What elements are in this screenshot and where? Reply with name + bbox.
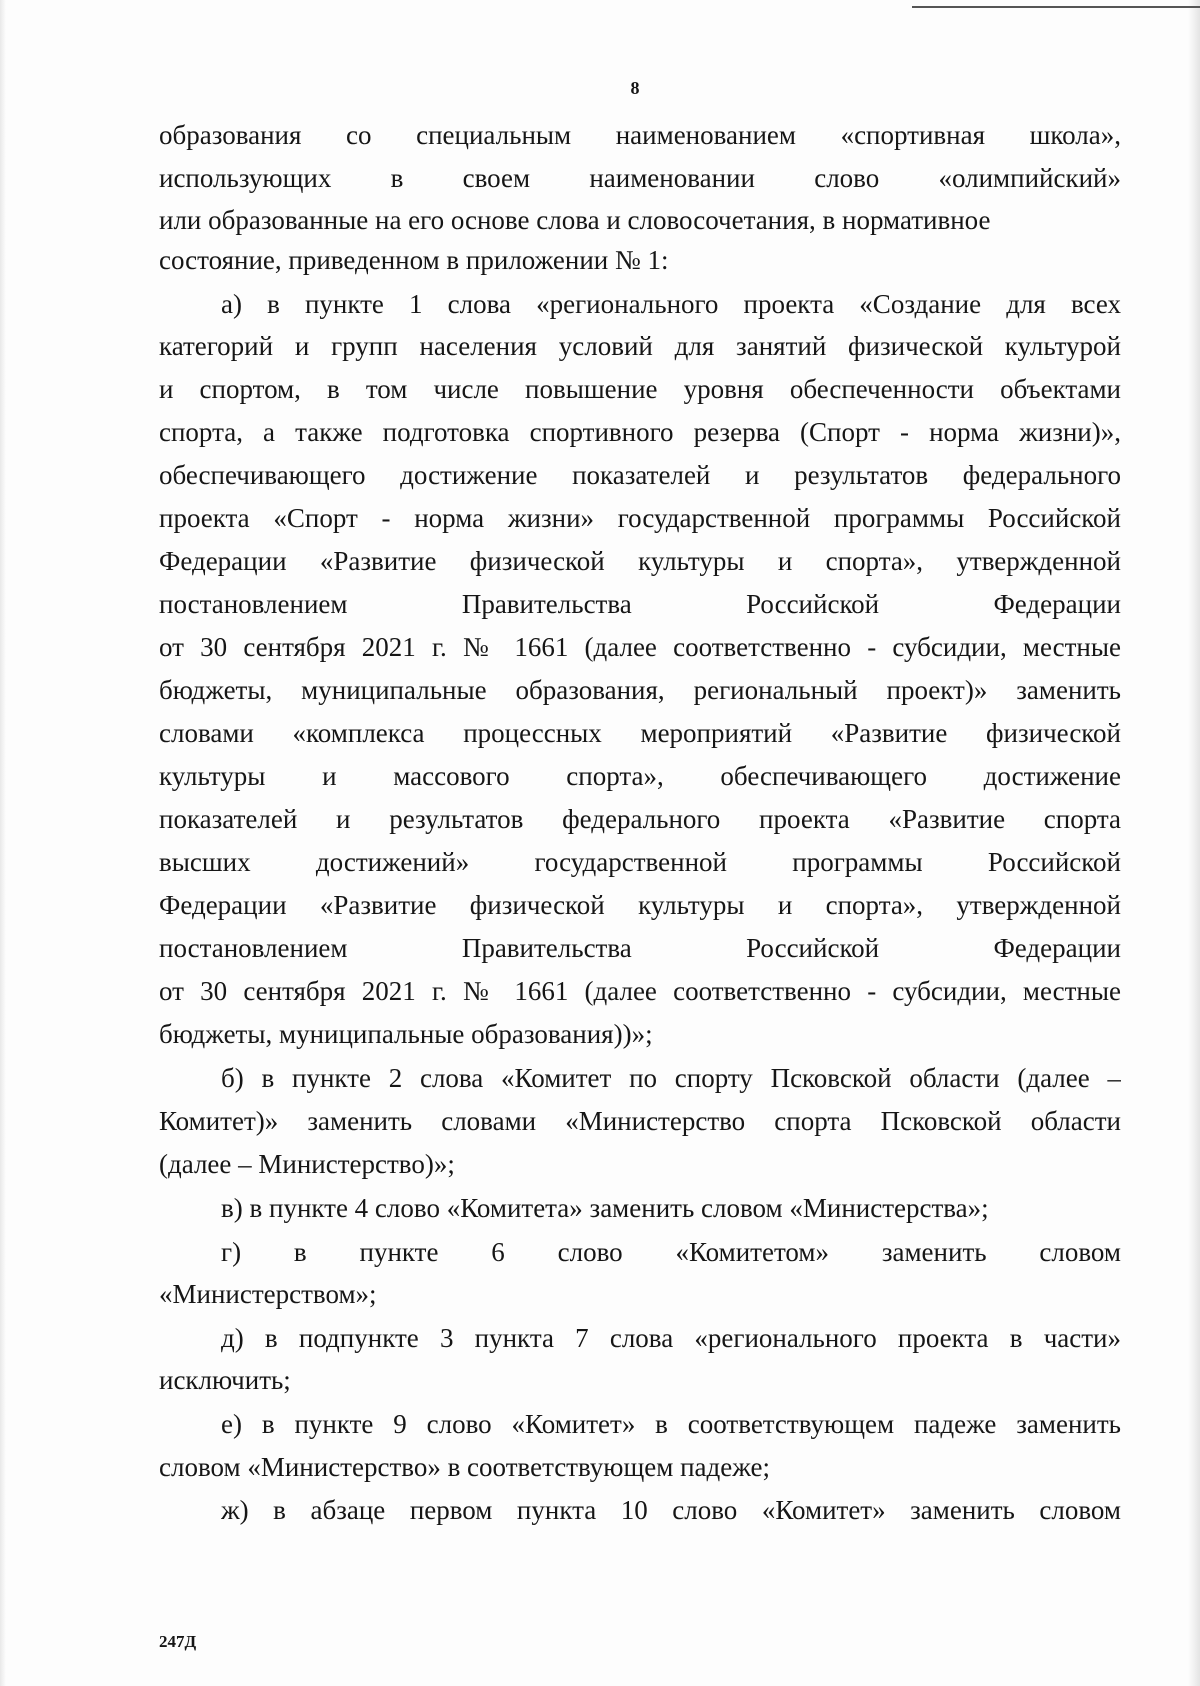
text-line: в) в пункте 4 слово «Комитета» заменить словом «Министерства»; (221, 1193, 989, 1223)
text-line: г) в пункте 6 слово «Комитетом» заменить словом (221, 1237, 1121, 1267)
text-line: от 30 сентября 2021 г. № 1661 (далее соответственно - субсидии, местные (159, 976, 1121, 1006)
text-line: Федерации «Развитие физической культуры и спорта», утвержденной (159, 546, 1121, 576)
page-number: 8 (630, 78, 640, 98)
text-line: проекта «Спорт - норма жизни» государственной программы Российской (159, 503, 1121, 533)
text-line: высших достижений» государственной программы Российской (159, 847, 1121, 877)
text-line: показателей и результатов федерального проекта «Развитие спорта (159, 804, 1121, 834)
text-line: б) в пункте 2 слова «Комитет по спорту Псковской области (далее – (221, 1063, 1121, 1093)
text-line: культуры и массового спорта», обеспечивающего достижение (159, 761, 1121, 791)
scan-edge-left (0, 0, 6, 1686)
text-line: Федерации «Развитие физической культуры и спорта», утвержденной (159, 890, 1121, 920)
text-line: образования со специальным наименованием «спортивная школа», (159, 120, 1121, 150)
text-line: от 30 сентября 2021 г. № 1661 (далее соответственно - субсидии, местные (159, 632, 1121, 662)
text-line: и спортом, в том числе повышение уровня обеспеченности объектами (159, 374, 1121, 404)
text-line: е) в пункте 9 слово «Комитет» в соответствующем падеже заменить (221, 1409, 1121, 1439)
text-line: Комитет)» заменить словами «Министерство спорта Псковской области (159, 1106, 1121, 1136)
text-line: состояние, приведенном в приложении № 1: (159, 245, 669, 275)
text-line: «Министерством»; (159, 1279, 377, 1309)
text-line: а) в пункте 1 слова «регионального проекта «Создание для всех (221, 289, 1121, 319)
text-line: или образованные на его основе слова и словосочетания, в нормативное (159, 205, 991, 235)
text-line: д) в подпункте 3 пункта 7 слова «регионального проекта в части» (221, 1323, 1121, 1353)
text-line: бюджеты, муниципальные образования))»; (159, 1019, 653, 1049)
text-line: постановлением Правительства Российской Федерации (159, 589, 1121, 619)
text-line: категорий и групп населения условий для занятий физической культурой (159, 331, 1121, 361)
text-line: словами «комплекса процессных мероприятий «Развитие физической (159, 718, 1121, 748)
text-line: обеспечивающего достижение показателей и результатов федерального (159, 460, 1121, 490)
text-line: использующих в своем наименовании слово «олимпийский» (159, 163, 1121, 193)
text-line: бюджеты, муниципальные образования, региональный проект)» заменить (159, 675, 1121, 705)
text-line: (далее – Министерство)»; (159, 1149, 455, 1179)
document-code: 247Д (159, 1632, 197, 1651)
text-line: постановлением Правительства Российской Федерации (159, 933, 1121, 963)
scan-edge-right (1188, 0, 1200, 1686)
text-line: исключить; (159, 1365, 291, 1395)
text-line: спорта, а также подготовка спортивного резерва (Спорт - норма жизни)», (159, 417, 1121, 447)
scan-top-rule (912, 6, 1200, 8)
text-line: словом «Министерство» в соответствующем падеже; (159, 1452, 771, 1482)
text-line: ж) в абзаце первом пункта 10 слово «Комитет» заменить словом (221, 1495, 1121, 1525)
